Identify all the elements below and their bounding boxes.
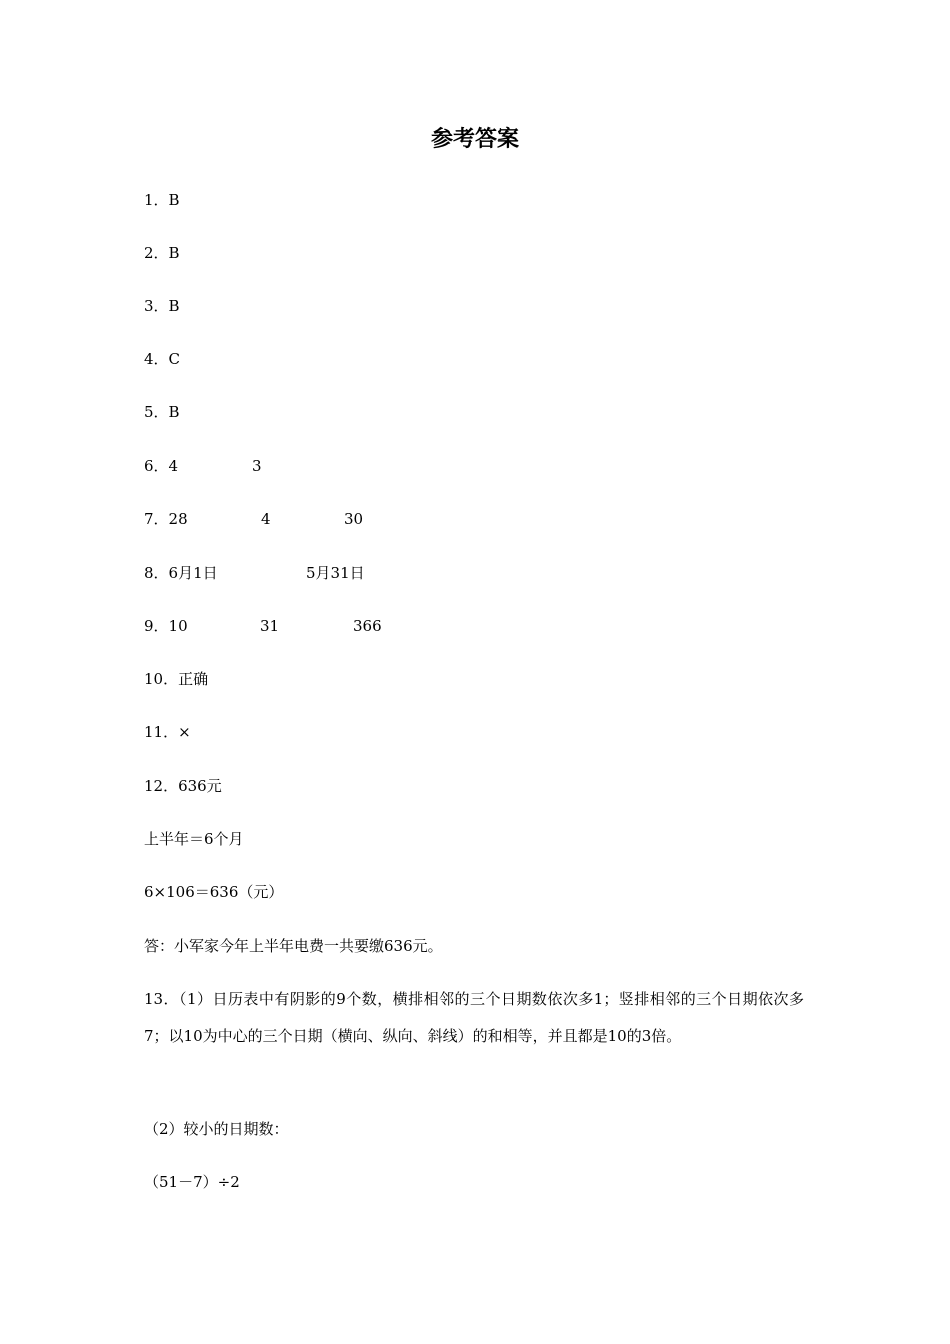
- answer-12-line-2: 6×106＝636（元）: [144, 883, 284, 901]
- answer-5: 5．B: [144, 403, 180, 421]
- answer-7-value-1: 7．28: [144, 510, 188, 528]
- answer-4: 4．C: [144, 350, 181, 368]
- answer-1: 1．B: [144, 191, 180, 209]
- answer-7-value-3: 30: [344, 510, 364, 528]
- answer-12-line-1: 上半年＝6个月: [144, 830, 244, 848]
- answer-3: 3．B: [144, 297, 180, 315]
- answer-9-value-3: 366: [353, 617, 382, 635]
- answer-6-value-2: 3: [252, 457, 262, 475]
- answer-6-value-1: 6．4: [144, 457, 179, 475]
- answer-11: 11．×: [144, 723, 191, 741]
- answer-9-value-1: 9．10: [144, 617, 188, 635]
- answer-9-value-2: 31: [260, 617, 280, 635]
- answer-8-value-1: 8．6月1日: [144, 564, 218, 582]
- answer-13-part-1: 13．（1）日历表中有阴影的9个数，横排相邻的三个日期数依次多1；竖排相邻的三个日期依次多7；以10为中心的三个日期（横向、纵向、斜线）的和相等，并且都是10的3倍。: [144, 990, 804, 1045]
- answer-13-formula: （51－7）÷2: [144, 1173, 240, 1191]
- answer-2: 2．B: [144, 244, 180, 262]
- answer-12-head: 12．636元: [144, 777, 222, 795]
- answer-8-value-2: 5月31日: [306, 564, 365, 582]
- answer-13-part-2: （2）较小的日期数：: [144, 1120, 289, 1138]
- answer-12-conclusion: 答：小军家今年上半年电费一共要缴636元。: [144, 937, 443, 955]
- answer-10: 10．正确: [144, 670, 209, 688]
- page-title: 参考答案: [430, 127, 519, 152]
- answer-7-value-2: 4: [261, 510, 271, 528]
